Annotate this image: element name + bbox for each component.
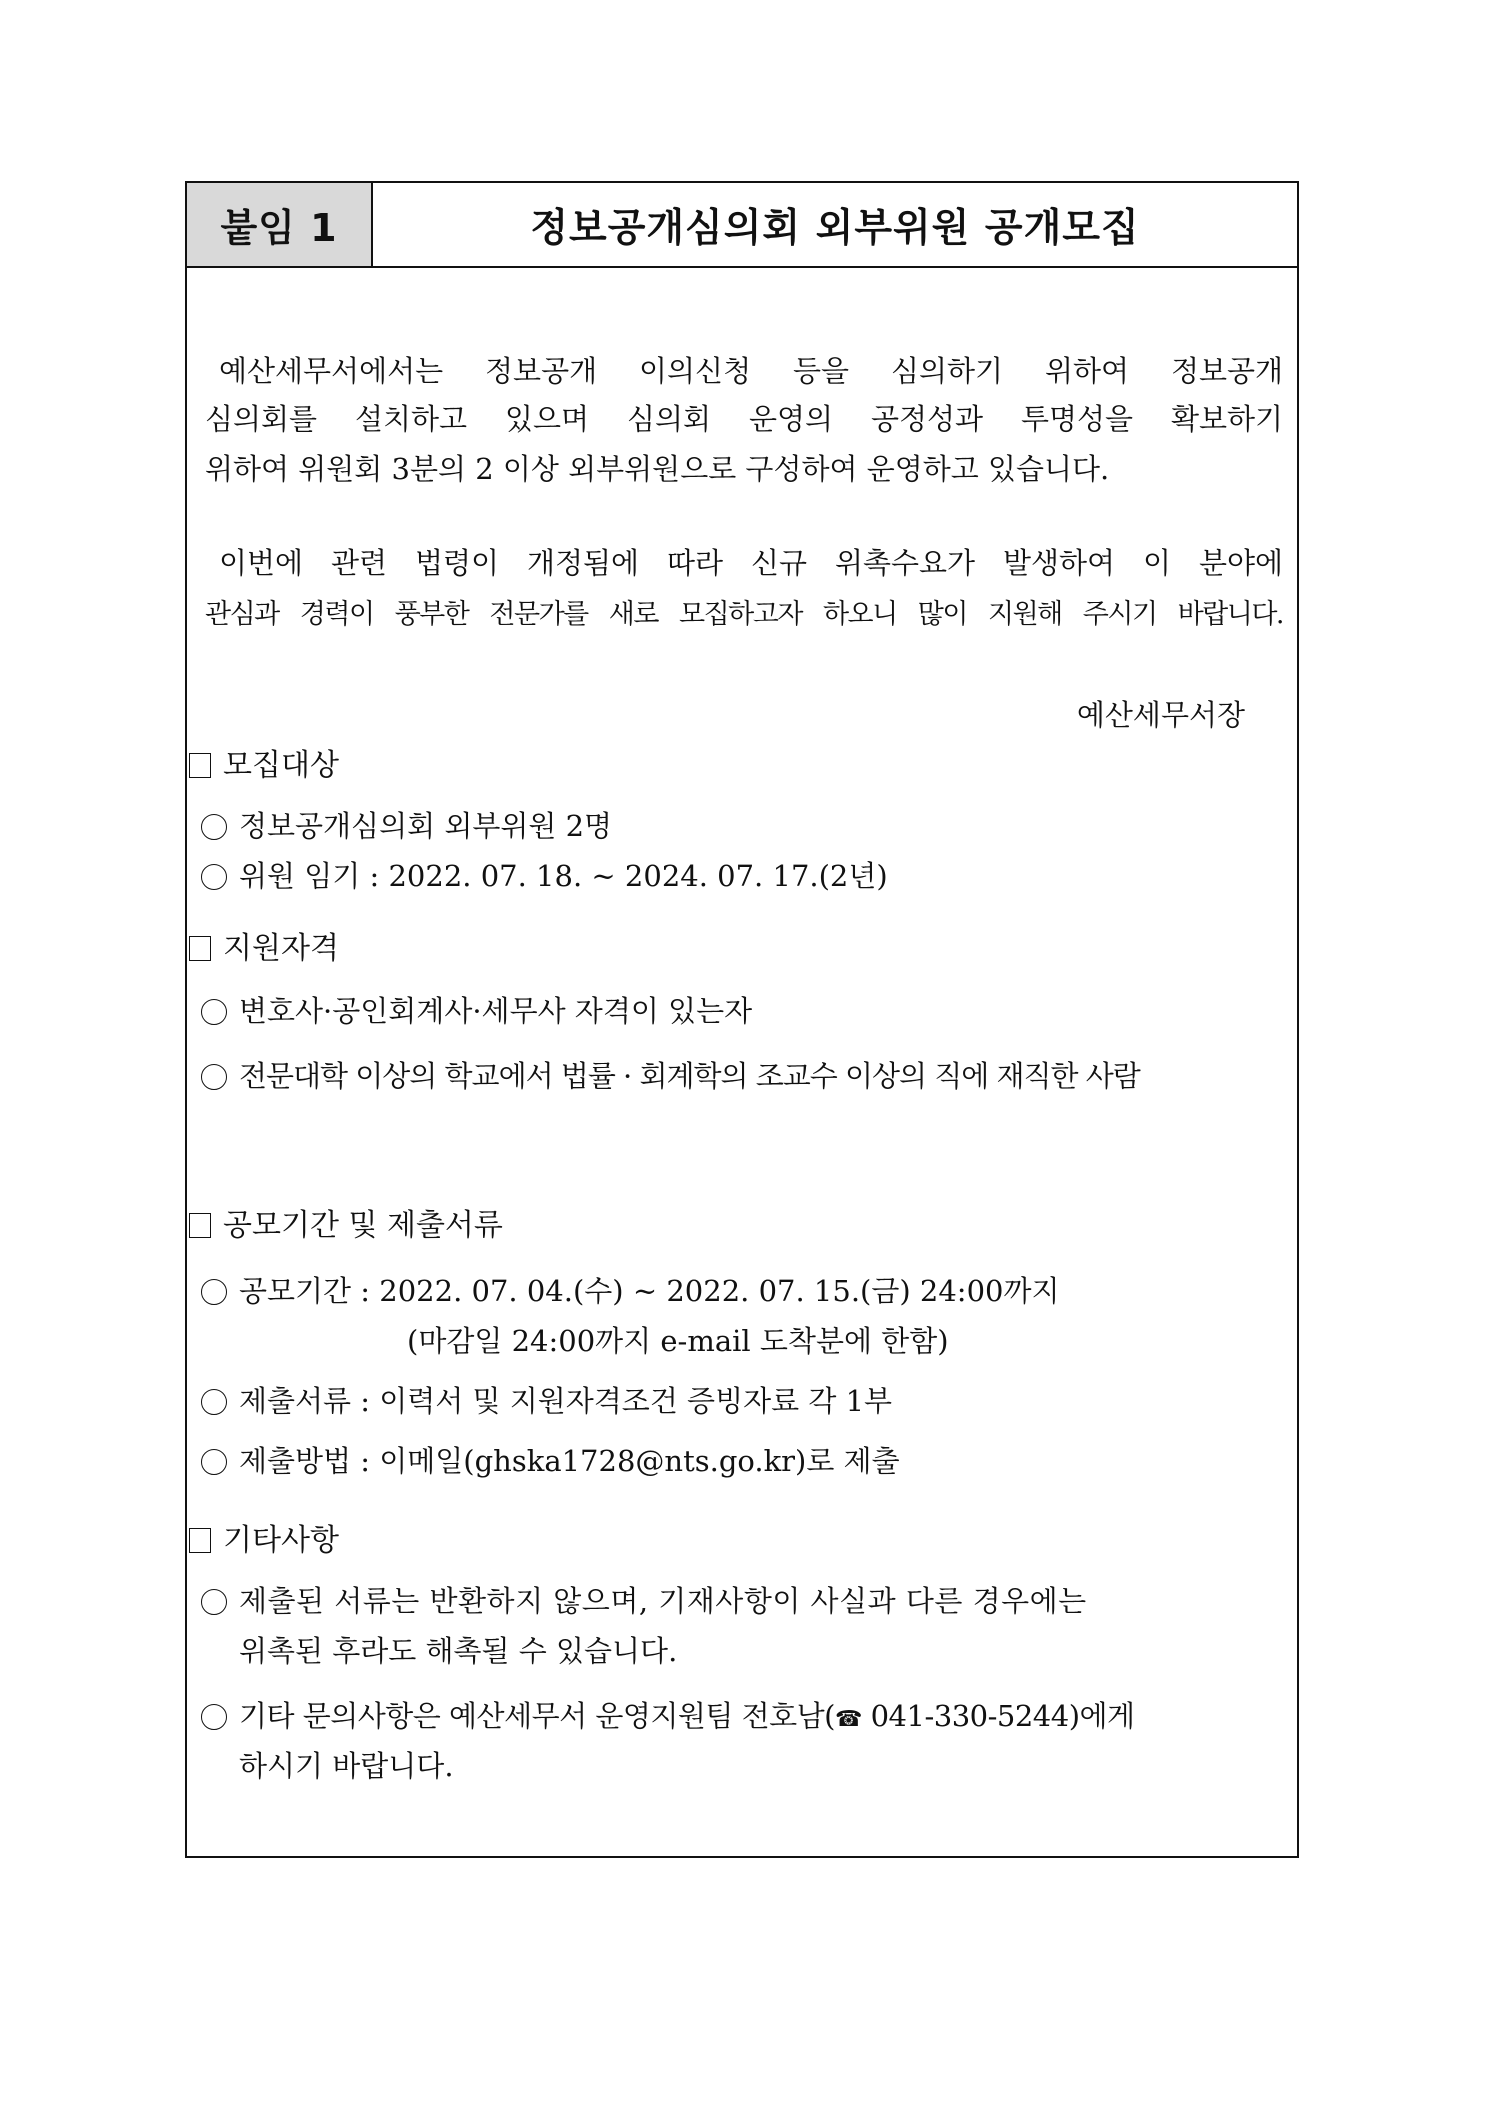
attachment-label: 붙임 1 [187, 183, 373, 266]
circle-bullet-icon [201, 864, 227, 890]
list-item: 제출방법 : 이메일(ghska1728@nts.go.kr)로 제출 [201, 1441, 900, 1481]
list-item: 공모기간 : 2022. 07. 04.(수) ~ 2022. 07. 15.(금) 24:00까지 [201, 1271, 1060, 1311]
list-item-continuation: (마감일 24:00까지 e-mail 도착분에 한함) [407, 1324, 949, 1358]
list-item: 위원 임기 : 2022. 07. 18. ~ 2024. 07. 17.(2년) [201, 856, 888, 896]
circle-bullet-icon [201, 1449, 227, 1475]
list-item: 변호사·공인회계사·세무사 자격이 있는자 [201, 991, 752, 1031]
notice-frame [185, 181, 1299, 1858]
intro-paragraph1-line2: 심의회를 설치하고 있으며 심의회 운영의 공정성과 투명성을 확보하기 [205, 402, 1283, 436]
circle-bullet-icon [201, 1704, 227, 1730]
telephone-icon: ☎ [834, 1707, 862, 1732]
list-item-continuation: 위촉된 후라도 해촉될 수 있습니다. [239, 1634, 678, 1668]
section-heading-other-matters: 기타사항 [189, 1521, 339, 1561]
square-bullet-icon [189, 1213, 211, 1238]
list-item-continuation: 하시기 바랍니다. [239, 1749, 454, 1783]
intro-paragraph1-line3: 위하여 위원회 3분의 2 이상 외부위원으로 구성하여 운영하고 있습니다. [205, 452, 1110, 486]
header-row [187, 183, 1297, 268]
page-title: 정보공개심의회 외부위원 공개모집 [530, 205, 1140, 251]
square-bullet-icon [189, 1528, 211, 1553]
section-heading-period-and-documents: 공모기간 및 제출서류 [189, 1206, 503, 1246]
list-item: 기타 문의사항은 예산세무서 운영지원팀 전호남(☎ 041-330-5244)에게 [201, 1696, 1135, 1740]
circle-bullet-icon [201, 1279, 227, 1305]
intro-paragraph2-line2: 관심과 경력이 풍부한 전문가를 새로 모집하고자 하오니 많이 지원해 주시기 바랍니다. [205, 599, 1283, 630]
section-heading-qualifications: 지원자격 [189, 929, 339, 969]
list-item: 정보공개심의회 외부위원 2명 [201, 806, 612, 846]
square-bullet-icon [189, 936, 211, 961]
signature: 예산세무서장 [1076, 698, 1245, 732]
list-item: 전문대학 이상의 학교에서 법률 · 회계학의 조교수 이상의 직에 재직한 사람 [201, 1056, 1140, 1096]
intro-paragraph2-line1: 이번에 관련 법령이 개정됨에 따라 신규 위촉수요가 발생하여 이 분야에 [219, 546, 1283, 580]
section-heading-recruitment-target: 모집대상 [189, 746, 339, 786]
list-item: 제출된 서류는 반환하지 않으며, 기재사항이 사실과 다른 경우에는 [201, 1581, 1087, 1621]
circle-bullet-icon [201, 999, 227, 1025]
list-item: 제출서류 : 이력서 및 지원자격조건 증빙자료 각 1부 [201, 1381, 892, 1421]
square-bullet-icon [189, 753, 211, 778]
circle-bullet-icon [201, 1389, 227, 1415]
circle-bullet-icon [201, 814, 227, 840]
circle-bullet-icon [201, 1589, 227, 1615]
intro-paragraph1-line1: 예산세무서에서는 정보공개 이의신청 등을 심의하기 위하여 정보공개 [219, 354, 1283, 388]
circle-bullet-icon [201, 1064, 227, 1090]
